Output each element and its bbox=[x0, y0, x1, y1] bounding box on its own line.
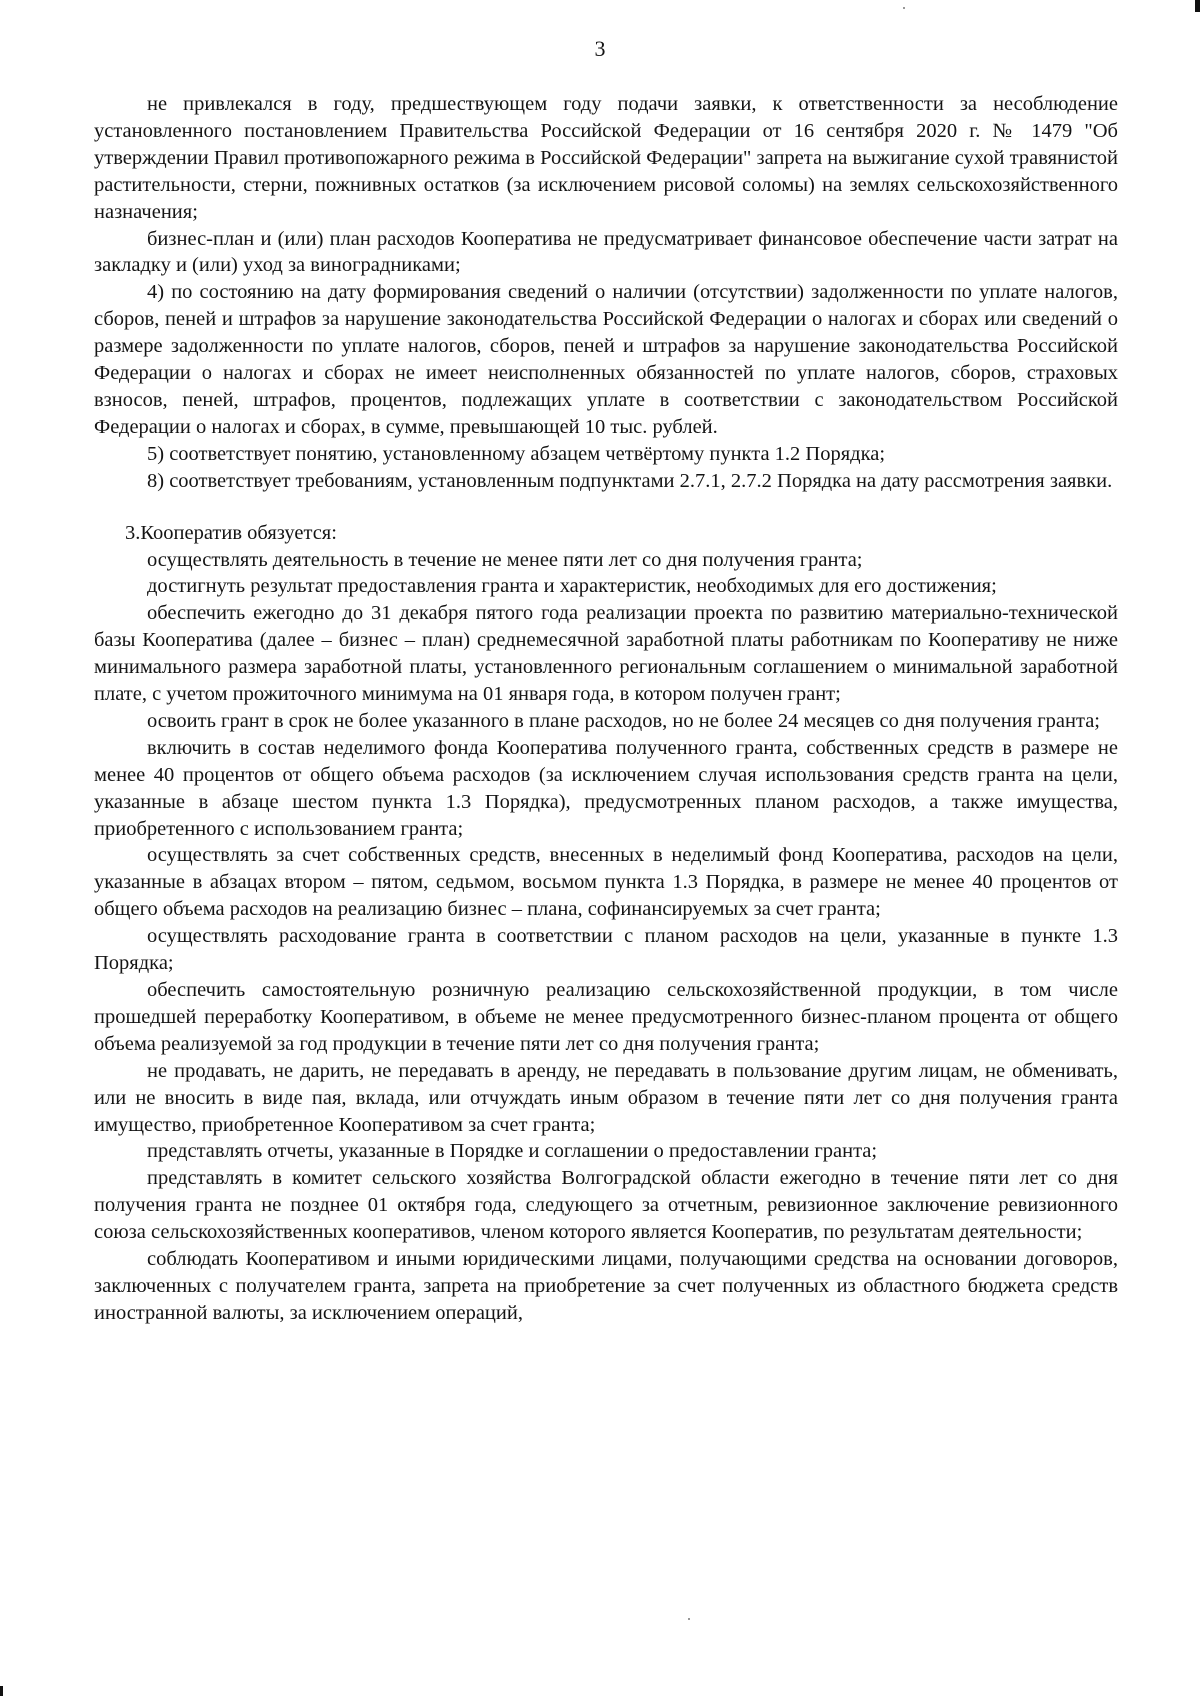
paragraph-fire-regime: не привлекался в году, предшествующем году подачи заявки, к ответственности за несоблюдение установленного постановлением Правительства Российской Федерации от 16 сентября 2020 г. № 1479 "Об утверждении Правил противопожарного режима в Российской Федерации" запрета на выжигание сухой травянистой растительности, стерни, пожнивных остатков (за исключением рисовой соломы) на землях сельскохозяйственного назначения; bbox=[94, 93, 1118, 223]
obligation-item: представлять отчеты, указанные в Порядке и соглашении о предоставлении гранта; bbox=[147, 1140, 878, 1163]
paragraph-item-8: 8) соответствует требованиям, установленным подпунктами 2.7.1, 2.7.2 Порядка на дату рассмотрения заявки. bbox=[147, 469, 1113, 492]
scan-edge-mark bbox=[1195, 0, 1200, 12]
scan-edge-mark bbox=[0, 1686, 3, 1696]
obligation-item: осуществлять расходование гранта в соответствии с планом расходов на цели, указанные в пункте 1.3 Порядка; bbox=[94, 925, 1118, 975]
obligation-item: включить в состав неделимого фонда Кооператива полученного гранта, собственных средств в размере не менее 40 процентов от общего объема расходов (за исключением случая использования средств гранта на цели, указанные в абзаце шестом пункта 1.3 Порядка), предусмотренных планом расходов, а также имущества, приобретенного с использованием гранта; bbox=[94, 736, 1118, 840]
obligation-item: обеспечить ежегодно до 31 декабря пятого года реализации проекта по развитию материально-технической базы Кооператива (далее – бизнес – план) среднемесячной заработной платы работникам по Кооперативу не ниже минимального размера заработной платы, установленного региональным соглашением о минимальной заработной плате, с учетом прожиточного минимума на 01 января года, в котором получен грант; bbox=[94, 602, 1118, 706]
obligation-item: достигнуть результат предоставления гранта и характеристик, необходимых для его достижения; bbox=[147, 575, 997, 598]
paragraph-item-4: 4) по состоянию на дату формирования сведений о наличии (отсутствии) задолженности по уплате налогов, сборов, пеней и штрафов за нарушение законодательства Российской Федерации о налогах и сборах или сведений о размере задолженности по уплате налогов, сборов, пеней и штрафов за нарушение законодательства Российской Федерации о налогах и сборах не имеет неисполненных обязанностей по уплате налогов, сборов, страховых взносов, пеней, штрафов, процентов, подлежащих уплате в соответствии с законодательством Российской Федерации о налогах и сборах, в сумме, превышающей 10 тыс. рублей. bbox=[94, 281, 1118, 438]
scan-speck bbox=[903, 7, 905, 9]
obligation-item: не продавать, не дарить, не передавать в аренду, не передавать в пользование другим лицам, не обменивать, или не вносить в виде пая, вклада, или отчуждать иным образом в течение пяти лет со дня получения гранта имущество, приобретенное Кооперативом за счет гранта; bbox=[94, 1059, 1118, 1136]
paragraph-business-plan: бизнес-план и (или) план расходов Кооператива не предусматривает финансовое обеспечение части затрат на закладку и (или) уход за виноградниками; bbox=[94, 227, 1118, 277]
obligation-item: осуществлять за счет собственных средств, внесенных в неделимый фонд Кооператива, расходов на цели, указанные в абзацах втором – пятом, седьмом, восьмом пункта 1.3 Порядка, в размере не менее 40 процентов от общего объема расходов на реализацию бизнес – плана, софинансируемых за счет гранта; bbox=[94, 844, 1118, 921]
page-number: 3 bbox=[594, 36, 606, 61]
obligation-item: обеспечить самостоятельную розничную реализацию сельскохозяйственной продукции, в том числе прошедшей переработку Кооперативом, в объеме не менее предусмотренного бизнес-планом процента от общего объема реализуемой за год продукции в течение пяти лет со дня получения гранта; bbox=[94, 979, 1118, 1055]
obligation-item: представлять в комитет сельского хозяйства Волгоградской области ежегодно в течение пяти лет со дня получения гранта не позднее 01 октября года, следующего за отчетным, ревизионное заключение ревизионного союза сельскохозяйственных кооперативов, членом которого является Кооператив, по результатам деятельности; bbox=[94, 1167, 1118, 1244]
paragraph-item-5: 5) соответствует понятию, установленному абзацем четвёртому пункта 1.2 Порядка; bbox=[147, 442, 886, 465]
obligation-item: осуществлять деятельность в течение не менее пяти лет со дня получения гранта; bbox=[147, 548, 863, 571]
document-body bbox=[94, 91, 1118, 1327]
obligation-item: освоить грант в срок не более указанного в плане расходов, но не более 24 месяцев со дня получения гранта; bbox=[147, 709, 1100, 732]
obligation-item: соблюдать Кооперативом и иными юридическими лицами, получающими средства на основании договоров, заключенных с получателем гранта, запрета на приобретение за счет полученных из областного бюджета средств иностранной валюты, за исключением операций, bbox=[94, 1248, 1118, 1324]
section-heading: 3.Кооператив обязуется: bbox=[125, 521, 337, 544]
scan-speck bbox=[688, 1618, 690, 1620]
